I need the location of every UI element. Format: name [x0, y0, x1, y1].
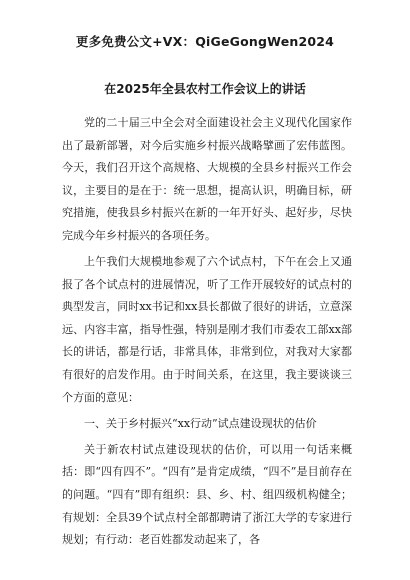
section-heading: 一、关于乡村振兴“xx行动”试点建设现状的估价 [84, 416, 317, 430]
promo-header: 更多免费公文+VX：QiGeGongWen2024 [75, 34, 335, 49]
paragraph-visit: 上午我们大规模地参观了六个试点村，下午在会上又通报了各个试点村的进展情况，听了工作开展较好的试点村的典型发言，同时xx书记和xx县长都做了很好的讲话，立意深远、内容丰富，指导性强，特别是刚才我们市委农工部xx部长的讲话，都是行话，非常具体，非常到位，对我对大家都有很好的启发作用。由于时间关系，在这里，我主要谈谈三个方面的意见： [62, 255, 352, 404]
document-body [62, 112, 352, 555]
document-title: 在2025年全县农村工作会议上的讲话 [104, 82, 306, 96]
paragraph-intro: 党的二十届三中全会对全面建设社会主义现代化国家作出了最新部署，对今后实施乡村振兴战略擘画了宏伟蓝图。今天，我们召开这个高规格、大规模的全县乡村振兴工作会议，主要目的是在于：统一思想，提高认识，明确目标，研究措施，使我县乡村振兴在新的一年开好头、起好步，尽快完成今年乡村振兴的各项任务。 [62, 116, 352, 242]
paragraph-assessment: 关于新农村试点建设现状的估价，可以用一句话来概括：即“四有四不”。“四有”是肯定成绩，“四不”是目前存在的问题。“四有”即有组织：县、乡、村、组四级机构健全；有规划：全县39个试点村全部都聘请了浙江大学的专家进行规划；有行动：老百姓都发动起来了，各 [62, 442, 352, 547]
